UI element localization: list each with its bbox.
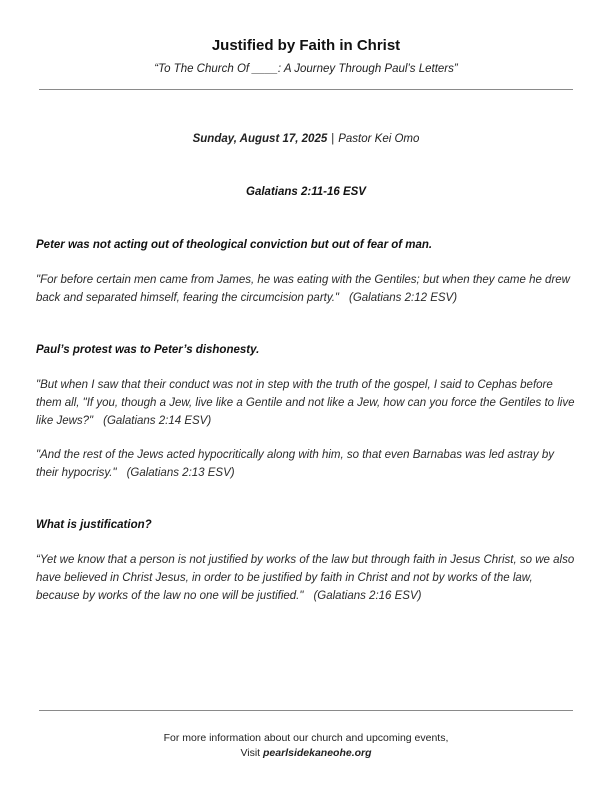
footer-visit-line (0, 746, 612, 761)
website-link[interactable]: pearlsidekaneohe.org (263, 747, 372, 759)
sermon-title: Justified by Faith in Christ (211, 37, 401, 54)
scripture-quote (36, 376, 576, 430)
pastor-name: Pastor Kei Omo (338, 133, 420, 145)
quote-text: “Yet we know that a person is not justified by works of the law but through faith in Jesus Christ, so we also have believed in Christ Jesus, in order to be justified by faith in Christ and not by works of the law, because by works of the law no one will be justified." (36, 554, 575, 602)
sermon-date: Sunday, August 17, 2025 (192, 133, 328, 145)
section-heading: What is justification? (36, 519, 152, 531)
bottom-divider (39, 710, 573, 711)
quote-citation: (Galatians 2:12 ESV) (349, 292, 458, 304)
scripture-quote (36, 551, 576, 605)
quote-citation: (Galatians 2:13 ESV) (126, 467, 235, 479)
quote-citation: (Galatians 2:14 ESV) (103, 415, 212, 427)
section-heading: Paul’s protest was to Peter’s dishonesty. (36, 344, 260, 356)
section-heading: Peter was not acting out of theological conviction but out of fear of man. (36, 239, 433, 251)
footer-info-text: For more information about our church and upcoming events, (163, 732, 449, 744)
footer (0, 731, 612, 761)
dateline (0, 133, 612, 145)
footer-visit-label: Visit (240, 747, 261, 759)
series-subtitle: “To The Church Of ____: A Journey Through Paul’s Letters” (154, 63, 458, 75)
scripture-quote (36, 271, 576, 307)
quote-text: "And the rest of the Jews acted hypocritically along with him, so that even Barnabas was led astray by their hypocrisy." (36, 449, 555, 479)
scripture-quote (36, 446, 576, 482)
scripture-reference: Galatians 2:11-16 ESV (246, 186, 366, 198)
quote-citation: (Galatians 2:16 ESV) (313, 590, 422, 602)
top-divider (39, 89, 573, 90)
quote-text: "For before certain men came from James, he was eating with the Gentiles; but when they came he drew back and separated himself, fearing the circumcision party." (36, 274, 570, 304)
dateline-separator: | (331, 133, 335, 145)
quote-text: "But when I saw that their conduct was not in step with the truth of the gospel, I said to Cephas before them all, "If you, though a Jew, live like a Gentile and not like a Jew, how can you force the Gentiles to live like Jews?" (36, 379, 575, 427)
